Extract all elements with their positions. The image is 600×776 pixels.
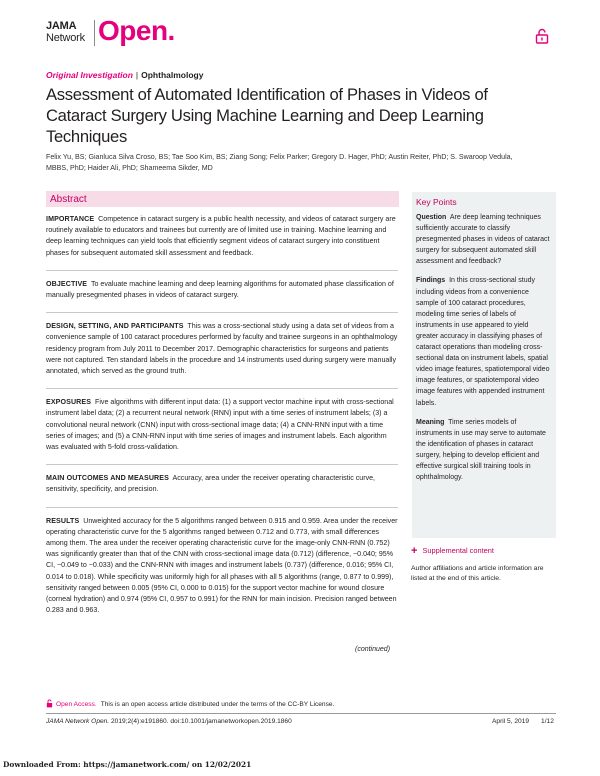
- footer-page: 1/12: [541, 718, 554, 725]
- divider: [46, 312, 398, 313]
- importance-text: Competence in cataract surgery is a public health necessity, and videos of cataract surgery are routinely available to educators and trainees but currently are of limited use in training. Machine learning and deep learning techniques can yield tools that efficiently segment videos of cataract surgery into constituent phases for subsequent automated skill assessment and feedback.: [46, 215, 396, 257]
- divider: [46, 270, 398, 271]
- meaning-label: Meaning: [416, 418, 445, 426]
- abstract-body: [46, 214, 398, 627]
- logo-jama-text: JAMA: [46, 20, 77, 32]
- divider: [46, 507, 398, 508]
- question-label: Question: [416, 214, 447, 221]
- findings-label: Findings: [416, 277, 446, 285]
- kicker-separator: |: [135, 70, 139, 80]
- download-note: Downloaded From: https://jamanetwork.com/ on 12/02/2021: [3, 760, 252, 769]
- divider: [46, 388, 398, 389]
- affiliations-note: Author affiliations and article information are listed at the end of this article.: [411, 565, 544, 582]
- importance-label: IMPORTANCE: [46, 215, 95, 223]
- supplemental-content-link[interactable]: [411, 545, 494, 557]
- findings-text: In this cross-sectional study including videos from a convenience sample of 100 cataract procedures, modeling time series of labels of instruments in use appeared to yield greater accuracy in classifying phases of cataract operations than modeling cross-sectional data on instrument labels, spatial video image features, spatiotemporal video image features, or spatiotemporal video image features with appended instrument labels.: [416, 277, 550, 407]
- open-access-statement: [46, 699, 334, 710]
- open-access-icon: [46, 699, 53, 710]
- footer-date: April 5, 2019: [492, 718, 530, 725]
- supplemental-label: Supplemental content: [422, 546, 494, 555]
- plus-icon: +: [411, 545, 418, 557]
- abstract-results: [46, 516, 398, 617]
- outcomes-label: MAIN OUTCOMES AND MEASURES: [46, 474, 169, 483]
- divider: [46, 464, 398, 465]
- open-access-label[interactable]: Open Access.: [56, 701, 97, 708]
- article-title: Assessment of Automated Identification of Phases in Videos of Cataract Surgery Using Machine Learning and Deep Learning Techniques: [46, 85, 488, 146]
- logo-divider: [94, 20, 95, 46]
- logo-open-text: Open.: [98, 15, 175, 46]
- results-text: Unweighted accuracy for the 5 algorithms ranged between 0.915 and 0.959. Area under the receiver operating characteristic curve for the 5 algorithms ranged between 0.712 and 0.773, with small differences among them. The area under the receiver operating characteristic curve for the image-only CNN-RNN (0.752) was significantly greater than that of the CNN with cross-sectional image data (0.712) (difference, −0.040; 95% CI, −0.049 to −0.033) and the CNN-RNN with images and instrument labels (0.737) (difference, 0.016; 95% CI, 0.014 to 0.018). While specificity was uniformly high for all phases with all 5 algorithms (range, 0.877 to 0.999), sensitivity ranged between 0.005 (95% CI, 0.000 to 0.015) for the support vector machine for wound closure (corneal hydration) and 0.974 (95% CI, 0.957 to 0.991) for the RNN for main incision. Precision ranged between 0.283 and 0.963.: [46, 516, 398, 615]
- section-label: Original Investigation: [46, 70, 133, 80]
- key-points-body: [416, 212, 552, 491]
- continued-note: (continued): [355, 646, 391, 653]
- abstract-objective: [46, 279, 398, 301]
- abstract-exposures: [46, 397, 398, 453]
- category-label: Ophthalmology: [141, 70, 204, 80]
- design-label: DESIGN, SETTING, AND PARTICIPANTS: [46, 322, 184, 331]
- abstract-heading: Abstract: [50, 194, 87, 205]
- logo-network-text: Network: [46, 32, 85, 44]
- footer-meta: [492, 718, 554, 725]
- results-label: RESULTS: [46, 516, 80, 525]
- open-access-lock-icon: [535, 28, 549, 44]
- question-text: Are deep learning techniques sufficiently accurate to classify presegmented phases in videos of cataract surgery for subsequent automated skill assessment and feedback?: [416, 214, 550, 266]
- objective-text: To evaluate machine learning and deep learning algorithms for automated phase classification of manually presegmented phases in videos of cataract surgery.: [46, 279, 394, 300]
- author-list: Felix Yu, BS; Gianluca Silva Croso, BS; Tae Soo Kim, BS; Ziang Song; Felix Parker; Gregory D. Hager, PhD; Austin Reiter, PhD; S. Swaroop Vedula, MBBS, PhD; Haider Ali, PhD; Shameema Sikder, MD: [46, 153, 513, 172]
- footer-citation: [46, 718, 292, 725]
- design-text: This was a cross-sectional study using a data set of videos from a convenience sample of 100 cataract procedures performed by faculty and trainee surgeons in an ophthalmology residency program from July 2011 to December 2017. Demographic characteristics for surgeons and patients were not captured. Ten standard labels in the procedure and 14 instruments used during surgery were manually annotated, which served as the ground truth.: [46, 322, 398, 376]
- jama-network-open-logo[interactable]: [46, 15, 186, 54]
- objective-label: OBJECTIVE: [46, 279, 88, 288]
- abstract-design: [46, 321, 398, 377]
- key-points-heading: Key Points: [416, 197, 457, 207]
- abstract-header: [46, 191, 399, 207]
- footer-doi[interactable]: 2019;2(4):e191860. doi:10.1001/jamanetworkopen.2019.1860: [111, 718, 292, 725]
- footer-rule: [46, 713, 556, 714]
- key-points-meaning: [416, 417, 552, 484]
- outcomes-text: Accuracy, area under the receiver operating characteristic curve, sensitivity, specificity, and precision.: [46, 474, 376, 494]
- footer-journal: JAMA Network Open.: [46, 718, 110, 725]
- exposures-text: Five algorithms with different input data: (1) a support vector machine input with cross-sectional instrument label data; (2) a recurrent neural network (RNN) input with a time series of instrument labels; (3) a convolutional neural network (CNN) input with cross-sectional image data; (4) a CNN-RNN input with a time series of images; and (5) a CNN-RNN input with time series of images and instrument labels. Each algorithm was evaluated with 5-fold cross-validation.: [46, 398, 394, 452]
- key-points-box: [412, 192, 556, 538]
- key-points-question: [416, 212, 552, 267]
- meaning-text: Time series models of instruments in use may serve to automate the identification of phases in cataract surgery, helping to develop efficient and effective surgical skill training tools in ophthalmology.: [416, 418, 546, 482]
- exposures-label: EXPOSURES: [46, 398, 92, 407]
- abstract-importance: [46, 214, 398, 259]
- open-access-text: This is an open access article distributed under the terms of the CC-BY License.: [100, 701, 335, 708]
- article-kicker: [46, 70, 203, 81]
- abstract-outcomes: [46, 473, 398, 495]
- key-points-findings: [416, 275, 552, 408]
